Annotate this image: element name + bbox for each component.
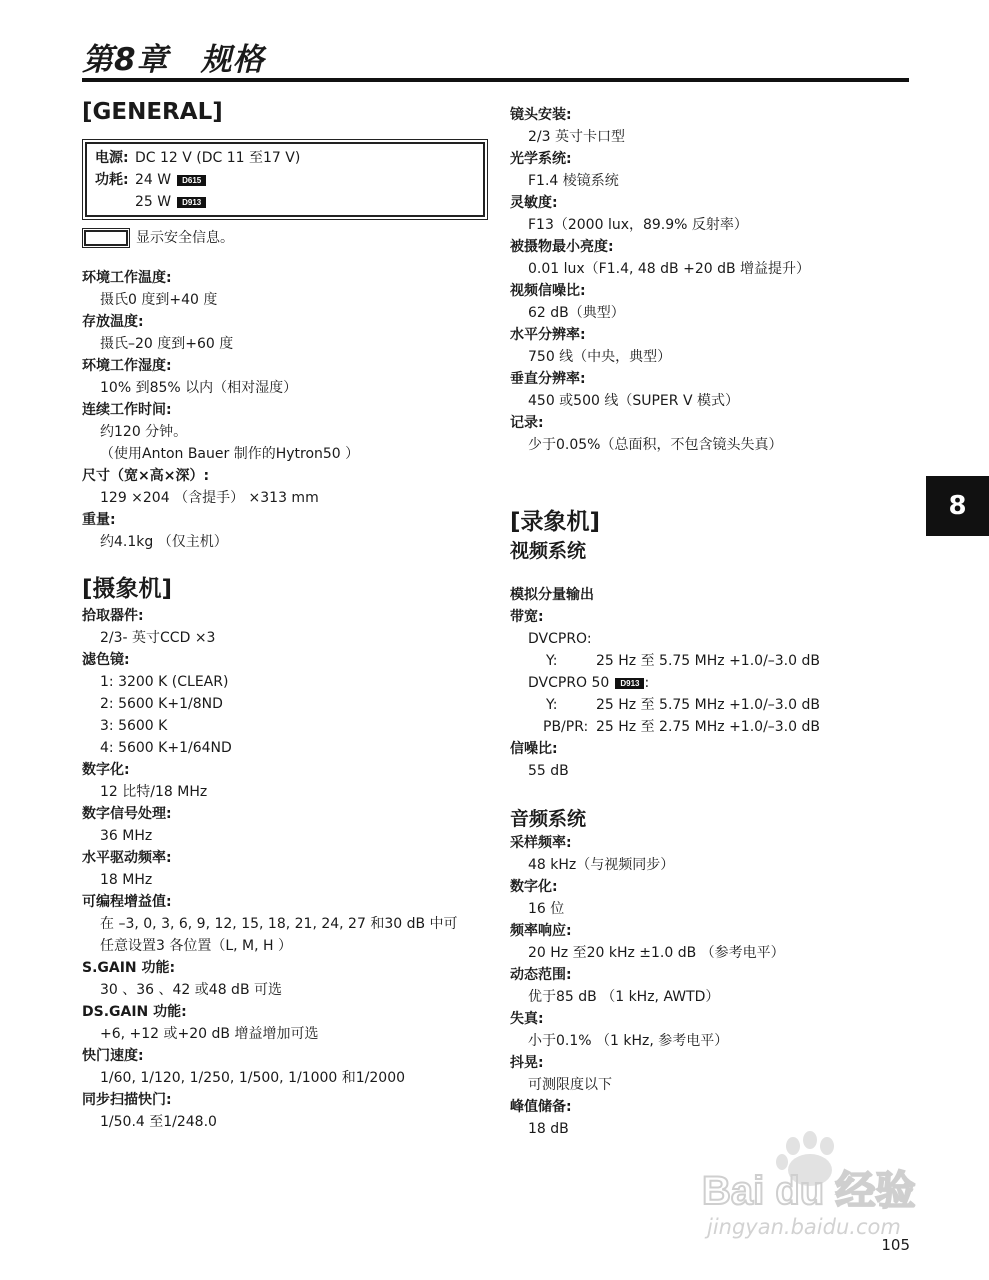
spec-value: F13（2000 lux，89.9% 反射率） bbox=[528, 217, 748, 233]
spec-value: F1.4 棱镜系统 bbox=[528, 173, 619, 189]
dvcpro50-y-value: 25 Hz 至 5.75 MHz +1.0/–3.0 dB bbox=[596, 697, 820, 713]
chapter-side-tab: 8 bbox=[926, 476, 989, 536]
spec-label: 垂直分辨率: bbox=[510, 371, 586, 387]
spec-label: 灵敏度: bbox=[510, 195, 558, 211]
spec-label: 动态范围: bbox=[510, 967, 572, 983]
left-column bbox=[82, 96, 492, 1133]
spec-value: 小于0.1% （1 kHz, 参考电平） bbox=[528, 1033, 729, 1049]
spec-value: 30 、36 、42 或48 dB 可选 bbox=[100, 982, 282, 998]
dvcpro-y-value: 25 Hz 至 5.75 MHz +1.0/–3.0 dB bbox=[596, 653, 820, 669]
safety-note: 显示安全信息。 bbox=[136, 230, 234, 246]
spec-value: 0.01 lux（F1.4, 48 dB +20 dB 增益提升） bbox=[528, 261, 811, 277]
dvcpro50-pbpr-key: PB/PR: bbox=[543, 719, 589, 735]
consumption-value-1: 24 W bbox=[135, 172, 172, 188]
dvcpro-label: DVCPRO: bbox=[528, 631, 592, 647]
audio-system-heading: 音频系统 bbox=[510, 808, 587, 830]
spec-label: 数字信号处理: bbox=[82, 806, 172, 822]
spec-value: 摄氏–20 度到+60 度 bbox=[100, 336, 234, 352]
analog-output-label: 模拟分量输出 bbox=[510, 587, 594, 603]
spec-value: 摄氏0 度到+40 度 bbox=[100, 292, 218, 308]
spec-label: S.GAIN 功能: bbox=[82, 960, 176, 976]
spec-value: 在 –3, 0, 3, 6, 9, 12, 15, 18, 21, 24, 27 和30 dB 中可 bbox=[100, 916, 458, 932]
recorder-heading: [录象机] bbox=[510, 509, 601, 535]
dvcpro50-y-row bbox=[510, 694, 920, 716]
spec-value: +6, +12 或+20 dB 增益增加可选 bbox=[100, 1026, 319, 1042]
spec-label: 数字化: bbox=[510, 879, 558, 895]
spec-label: 连续工作时间: bbox=[82, 402, 172, 418]
spec-value: 450 或500 线（SUPER V 模式） bbox=[528, 393, 739, 409]
spec-value: 129 ×204 （含提手） ×313 mm bbox=[100, 490, 319, 506]
video-system-heading: 视频系统 bbox=[510, 540, 587, 562]
spec-value: 16 位 bbox=[528, 901, 565, 917]
safety-box-icon bbox=[84, 230, 128, 246]
spec-value: 任意设置3 各位置（L, M, H ） bbox=[100, 938, 293, 954]
spec-label: 抖晃: bbox=[510, 1055, 544, 1071]
spec-value: 48 kHz（与视频同步） bbox=[528, 857, 675, 873]
dvcpro-y-row bbox=[510, 650, 920, 672]
snr-value: 55 dB bbox=[528, 763, 569, 779]
spec-label: 重量: bbox=[82, 512, 116, 528]
watermark-brand: Bai du 经验 bbox=[702, 1169, 916, 1213]
spec-value: 1/50.4 至1/248.0 bbox=[100, 1114, 217, 1130]
power-box bbox=[85, 142, 485, 217]
spec-value: 10% 到85% 以内（相对湿度） bbox=[100, 380, 298, 396]
safety-legend bbox=[82, 227, 492, 249]
consumption-value-2: 25 W bbox=[135, 194, 172, 210]
dvcpro50-colon: : bbox=[644, 675, 650, 691]
consumption-row-2 bbox=[95, 191, 475, 213]
spec-value: （使用Anton Bauer 制作的Hytron50 ） bbox=[100, 446, 360, 462]
spec-label: 记录: bbox=[510, 415, 544, 431]
watermark-url: jingyan.baidu.com bbox=[707, 1215, 901, 1239]
consumption-label: 功耗: bbox=[95, 172, 129, 188]
spec-label: 光学系统: bbox=[510, 151, 572, 167]
spec-label: 镜头安装: bbox=[510, 107, 572, 123]
spec-label: 同步扫描快门: bbox=[82, 1092, 172, 1108]
spec-value: 20 Hz 至20 kHz ±1.0 dB （参考电平） bbox=[528, 945, 785, 961]
right-column bbox=[510, 104, 920, 1140]
camera-spec-list bbox=[82, 605, 492, 1133]
power-value: DC 12 V (DC 11 至17 V) bbox=[135, 150, 301, 166]
spec-label: 尺寸（宽×高×深）: bbox=[82, 468, 210, 484]
spec-label: 水平分辨率: bbox=[510, 327, 586, 343]
model-tag-d615: D615 bbox=[177, 175, 206, 186]
spec-value: 36 MHz bbox=[100, 828, 153, 844]
consumption-row-1 bbox=[95, 169, 475, 191]
spec-value: 62 dB（典型） bbox=[528, 305, 625, 321]
spec-value: 约4.1kg （仅主机） bbox=[100, 534, 228, 550]
spec-label: 快门速度: bbox=[82, 1048, 144, 1064]
spec-value: 18 dB bbox=[528, 1121, 569, 1137]
snr-label: 信噪比: bbox=[510, 741, 558, 757]
spec-value: 约120 分钟。 bbox=[100, 424, 188, 440]
spec-label: 失真: bbox=[510, 1011, 544, 1027]
camera-heading: [摄象机] bbox=[82, 576, 173, 602]
spec-value: 2: 5600 K+1/8ND bbox=[100, 696, 223, 712]
spec-label: 可编程增益值: bbox=[82, 894, 172, 910]
spec-value: 18 MHz bbox=[100, 872, 153, 888]
general-heading: [GENERAL] bbox=[82, 99, 223, 125]
spec-label: 峰值储备: bbox=[510, 1099, 572, 1115]
spec-label: 数字化: bbox=[82, 762, 130, 778]
spec-label: 采样频率: bbox=[510, 835, 572, 851]
spec-value: 2/3- 英寸CCD ×3 bbox=[100, 630, 216, 646]
dvcpro50-label: DVCPRO 50 bbox=[528, 675, 610, 691]
spec-label: 水平驱动频率: bbox=[82, 850, 172, 866]
model-tag-d913: D913 bbox=[177, 197, 206, 208]
spec-value: 1: 3200 K (CLEAR) bbox=[100, 674, 229, 690]
spec-label: 拾取器件: bbox=[82, 608, 144, 624]
spec-label: 频率响应: bbox=[510, 923, 572, 939]
spec-value: 少于0.05%（总面积，不包含镜头失真） bbox=[528, 437, 783, 453]
spec-label: 存放温度: bbox=[82, 314, 144, 330]
dvcpro50-row bbox=[510, 672, 920, 694]
camera-spec-list-continued bbox=[510, 104, 920, 456]
general-spec-list bbox=[82, 267, 492, 553]
spec-label: DS.GAIN 功能: bbox=[82, 1004, 187, 1020]
dvcpro50-y-key: Y: bbox=[546, 697, 558, 713]
model-tag-d913: D913 bbox=[615, 678, 644, 689]
dvcpro50-pbpr-value: 25 Hz 至 2.75 MHz +1.0/–3.0 dB bbox=[596, 719, 820, 735]
spec-value: 4: 5600 K+1/64ND bbox=[100, 740, 232, 756]
spec-value: 可测限度以下 bbox=[528, 1077, 612, 1093]
spec-value: 750 线（中央，典型） bbox=[528, 349, 672, 365]
spec-label: 被摄物最小亮度: bbox=[510, 239, 614, 255]
page-number: 105 bbox=[881, 1236, 910, 1254]
spec-value: 优于85 dB （1 kHz, AWTD） bbox=[528, 989, 720, 1005]
power-row bbox=[95, 147, 475, 169]
power-label: 电源: bbox=[95, 150, 129, 166]
spec-value: 2/3 英寸卡口型 bbox=[528, 129, 625, 145]
dvcpro50-pbpr-row bbox=[510, 716, 920, 738]
spec-value: 3: 5600 K bbox=[100, 718, 168, 734]
dvcpro-y-key: Y: bbox=[546, 653, 558, 669]
spec-value: 12 比特/18 MHz bbox=[100, 784, 208, 800]
chapter-title: 第8章 规格 bbox=[82, 42, 265, 78]
spec-label: 环境工作湿度: bbox=[82, 358, 172, 374]
audio-spec-list bbox=[510, 832, 920, 1140]
bandwidth-label: 带宽: bbox=[510, 609, 544, 625]
spec-label: 滤色镜: bbox=[82, 652, 130, 668]
spec-value: 1/60, 1/120, 1/250, 1/500, 1/1000 和1/2000 bbox=[100, 1070, 406, 1086]
spec-label: 视频信噪比: bbox=[510, 283, 586, 299]
title-rule bbox=[82, 78, 909, 82]
spec-label: 环境工作温度: bbox=[82, 270, 172, 286]
